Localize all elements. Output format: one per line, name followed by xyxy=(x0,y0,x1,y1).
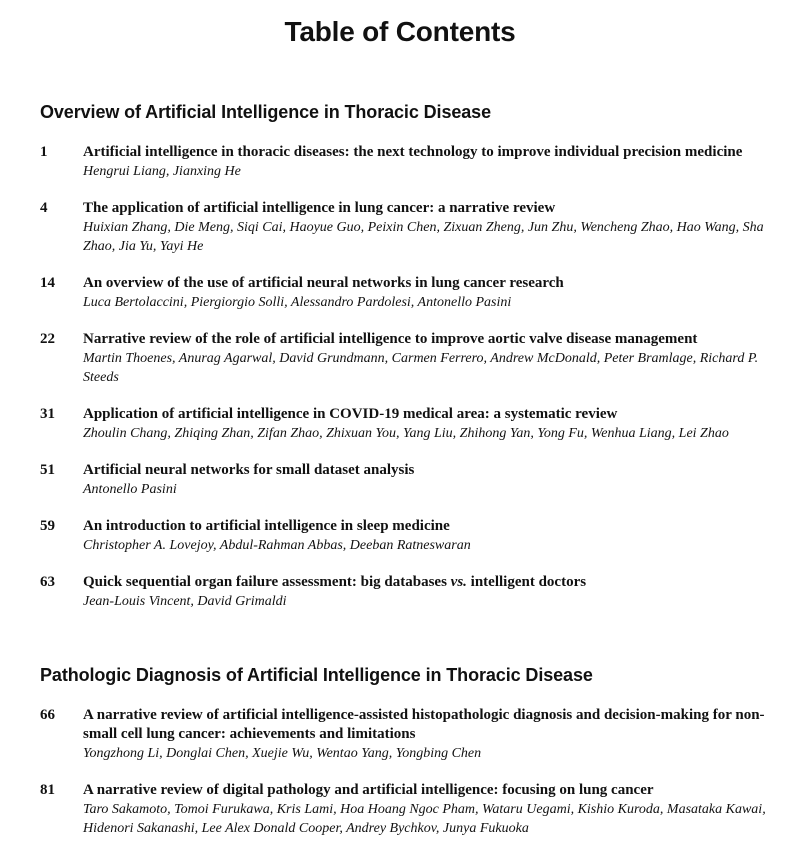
entry-title-part: Quick sequential organ failure assessment: big databases xyxy=(83,574,451,590)
entry-page-number: 63 xyxy=(40,574,55,590)
entry-page-number: 81 xyxy=(40,782,55,798)
entry-authors: Huixian Zhang, Die Meng, Siqi Cai, Haoyue Guo, Peixin Chen, Zixuan Zheng, Jun Zhu, Wencheng Zhao, Hao Wang, Sha Zhao, Jia Yu, Yayi He xyxy=(83,220,764,254)
entry-title: An overview of the use of artificial neural networks in lung cancer research xyxy=(83,275,564,291)
toc-entry[interactable] xyxy=(40,405,780,443)
toc-entry[interactable] xyxy=(40,330,780,387)
section-heading: Pathologic Diagnosis of Artificial Intelligence in Thoracic Disease xyxy=(40,665,593,685)
section-heading: Overview of Artificial Intelligence in Thoracic Disease xyxy=(40,102,491,122)
entry-title-part: intelligent doctors xyxy=(466,574,587,590)
entry-title: An introduction to artificial intelligence in sleep medicine xyxy=(83,518,450,534)
section-pathologic-diagnosis xyxy=(40,664,780,856)
entry-title: The application of artificial intelligence in lung cancer: a narrative review xyxy=(83,200,556,216)
entry-page-number: 4 xyxy=(40,200,48,216)
entry-authors: Antonello Pasini xyxy=(83,482,177,497)
entry-title-vs: vs. xyxy=(450,574,467,590)
entry-page-number: 1 xyxy=(40,144,48,160)
entry-authors: Taro Sakamoto, Tomoi Furukawa, Kris Lami, Hoa Hoang Ngoc Pham, Wataru Uegami, Kishio Kuroda, Masataka Kawai, Hidenori Sakanashi, Lee Alex Donald Cooper, Andrey Bychkov, Junya Fukuoka xyxy=(83,802,766,836)
toc-entry[interactable] xyxy=(40,274,780,312)
entry-title xyxy=(83,573,780,592)
toc-entry[interactable] xyxy=(40,517,780,555)
entry-title: Artificial intelligence in thoracic diseases: the next technology to improve individual precision medicine xyxy=(83,144,743,160)
entry-authors: Hengrui Liang, Jianxing He xyxy=(83,164,241,179)
entry-title: Artificial neural networks for small dataset analysis xyxy=(83,462,415,478)
page-title: Table of Contents xyxy=(284,16,516,47)
entry-page-number: 31 xyxy=(40,406,55,422)
entry-page-number: 59 xyxy=(40,518,55,534)
entry-authors: Zhoulin Chang, Zhiqing Zhan, Zifan Zhao, Zhixuan You, Yang Liu, Zhihong Yan, Yong Fu, Wenhua Liang, Lei Zhao xyxy=(83,426,729,441)
toc-entry[interactable] xyxy=(40,573,780,611)
entry-authors: Christopher A. Lovejoy, Abdul-Rahman Abbas, Deeban Ratneswaran xyxy=(83,538,471,553)
toc-entry[interactable] xyxy=(40,461,780,499)
entry-page-number: 22 xyxy=(40,331,55,347)
entry-title: A narrative review of artificial intelligence-assisted histopathologic diagnosis and decision-making for non-small cell lung cancer: achievements and limitations xyxy=(83,707,765,742)
toc-entry[interactable] xyxy=(40,199,780,256)
entry-page-number: 51 xyxy=(40,462,55,478)
toc-entry[interactable] xyxy=(40,143,780,181)
entry-authors: Luca Bertolaccini, Piergiorgio Solli, Alessandro Pardolesi, Antonello Pasini xyxy=(83,295,512,310)
section-overview xyxy=(40,101,780,629)
entry-authors: Martin Thoenes, Anurag Agarwal, David Grundmann, Carmen Ferrero, Andrew McDonald, Peter Bramlage, Richard P. Steeds xyxy=(83,351,759,385)
entry-title: A narrative review of digital pathology and artificial intelligence: focusing on lung cancer xyxy=(83,782,654,798)
entry-authors: Jean-Louis Vincent, David Grimaldi xyxy=(83,594,287,609)
toc-entry[interactable] xyxy=(40,706,780,763)
entry-page-number: 14 xyxy=(40,275,55,291)
entry-title: Narrative review of the role of artificial intelligence to improve aortic valve disease management xyxy=(83,331,698,347)
entry-page-number: 66 xyxy=(40,707,55,723)
entry-title: Application of artificial intelligence in COVID-19 medical area: a systematic review xyxy=(83,406,618,422)
entry-authors: Yongzhong Li, Donglai Chen, Xuejie Wu, Wentao Yang, Yongbing Chen xyxy=(83,746,482,761)
toc-entry[interactable] xyxy=(40,781,780,838)
